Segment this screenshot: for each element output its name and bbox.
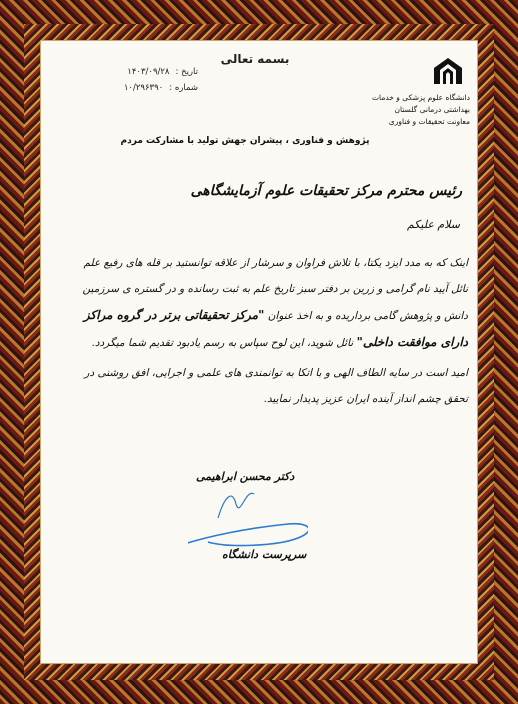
paragraph-2: امید است در سایه الطاف الهی و با اتکا به توانمندی های علمی و اجرایی، افق روشنی در تحقق چشم انداز آینده ایران عزیز پدیدار نمایید. — [84, 367, 468, 405]
greeting: سلام علیکم — [406, 218, 460, 231]
date-value: ۱۴۰۳/۰۹/۲۸ — [127, 67, 170, 77]
university-logo-icon — [432, 56, 464, 86]
paragraph-1-text: اینک که به مدد ایزد یکتا، با تلاش فراوان و سرشار از علاقه توانستید بر قله های رفیع علم نائل آیید نام گرامی و زرین بر دفتر سبز تاریخ علم به ثبت رسانده و در گستره ی سرزمین دانش و پژوهش گامی برداریده و به اخذ عنوان — [82, 257, 468, 322]
date-label: تاریخ : — [175, 67, 198, 77]
letter-meta — [48, 64, 198, 96]
basmala-heading: بسمه تعالی — [220, 52, 290, 66]
university-line-2: بهداشتی درمانی گلستان — [394, 105, 470, 114]
university-name — [330, 92, 470, 128]
slogan: پژوهش و فناوری ، پیشران جهش تولید با مشارکت مردم — [120, 136, 370, 146]
letter-body — [66, 250, 468, 416]
paragraph-1 — [66, 250, 468, 356]
number-label: شماره : — [169, 83, 198, 93]
addressee: رئیس محترم مرکز تحقیقات علوم آزمایشگاهی — [190, 183, 462, 199]
signer-name: دکتر محسن ابراهیمی — [196, 470, 295, 483]
university-line-3: معاونت تحقیقات و فناوری — [388, 117, 470, 126]
signer-title: سرپرست دانشگاه — [222, 548, 307, 561]
university-line-1: دانشگاه علوم پزشکی و خدمات — [371, 93, 470, 102]
paragraph-1-end: نائل شوید، این لوح سپاس به رسم یادبود تقدیم شما میگردد. — [91, 337, 354, 349]
number-value: ۱۰/۲۹۶۳۹۰ — [123, 83, 164, 93]
award-title: "مرکز تحقیقاتی برتر در گروه مراکز دارای موافقت داخلی" — [83, 308, 468, 349]
number-row — [48, 80, 198, 96]
date-row — [48, 64, 198, 80]
